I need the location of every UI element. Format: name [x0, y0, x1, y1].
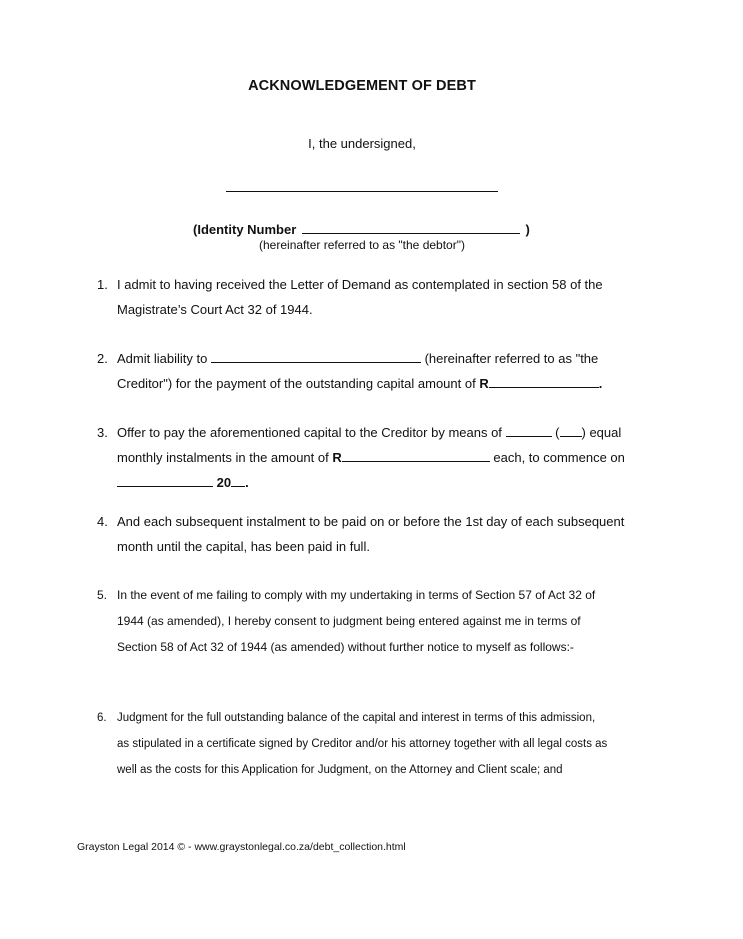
year-prefix: 20: [216, 475, 232, 490]
currency-symbol: R: [332, 450, 342, 465]
clause-number: 1.: [97, 277, 108, 292]
undersigned-text: I, the undersigned,: [308, 136, 416, 151]
clause-text: .: [245, 475, 249, 490]
clause-line: [117, 420, 649, 445]
clause-text: Offer to pay the aforementioned capital to the Creditor by means of: [117, 425, 502, 440]
instalment-count-blank[interactable]: [506, 424, 552, 437]
clause-text: Admit liability to: [117, 351, 208, 366]
clause-2: [97, 346, 649, 396]
clause-line: I admit to having received the Letter of Demand as contemplated in section 58 of the: [117, 277, 603, 292]
clause-text: each, to commence on: [493, 450, 625, 465]
clause-number: 6.: [97, 712, 107, 724]
clause-text: (hereinafter referred to as "the: [424, 351, 599, 366]
clause-line: And each subsequent instalment to be paid on or before the 1st day of each subsequent: [117, 514, 625, 529]
document-title: ACKNOWLEDGEMENT OF DEBT: [248, 78, 476, 94]
clause-line: [117, 371, 649, 396]
identity-number-row: [193, 220, 530, 237]
clause-number: 4.: [97, 514, 108, 529]
clause-line: In the event of me failing to comply with my undertaking in terms of Section 57 of Act 32 of: [117, 588, 596, 602]
clause-line: Magistrate’s Court Act 32 of 1944.: [117, 302, 313, 317]
clause-text: ) equal: [581, 425, 622, 440]
currency-symbol: R: [479, 376, 489, 391]
clause-line: [117, 346, 649, 371]
clause-number: 2.: [97, 351, 108, 366]
instalment-count-words-blank[interactable]: [560, 424, 582, 437]
clause-text: Creditor") for the payment of the outstanding capital amount of: [117, 376, 476, 391]
footer-credit: Grayston Legal 2014 © - www.graystonlegal.co.za/debt_collection.html: [77, 841, 406, 853]
debtor-note: (hereinafter referred to as "the debtor"): [259, 238, 465, 252]
clause-text: (: [555, 425, 560, 440]
name-blank-line[interactable]: [226, 190, 498, 192]
instalment-amount-blank[interactable]: [342, 449, 490, 462]
creditor-name-blank[interactable]: [211, 350, 421, 363]
clause-6: [97, 705, 649, 783]
clause-number: 5.: [97, 588, 108, 602]
clause-line: 1944 (as amended), I hereby consent to judgment being entered against me in terms of: [117, 614, 581, 628]
clause-line: Section 58 of Act 32 of 1944 (as amended) without further notice to myself as follows:-: [117, 640, 574, 654]
clause-line: [117, 445, 649, 470]
year-suffix-blank[interactable]: [231, 474, 245, 487]
clause-3: [97, 420, 649, 495]
identity-close-paren: ): [525, 222, 530, 237]
clause-number: 3.: [97, 425, 108, 440]
identity-number-blank[interactable]: [302, 220, 520, 234]
clause-line: month until the capital, has been paid in full.: [117, 539, 370, 554]
identity-label: (Identity Number: [193, 222, 297, 237]
clause-1: [97, 272, 649, 322]
clause-line: well as the costs for this Application for Judgment, on the Attorney and Client scale; and: [117, 764, 563, 776]
capital-amount-blank[interactable]: [489, 375, 599, 388]
clause-line: as stipulated in a certificate signed by Creditor and/or his attorney together with all legal costs as: [117, 738, 608, 750]
clause-line: [117, 470, 649, 495]
clause-line: Judgment for the full outstanding balance of the capital and interest in terms of this admission,: [117, 712, 596, 724]
clause-text: .: [598, 376, 603, 391]
clause-4: [97, 509, 649, 559]
commence-date-blank[interactable]: [117, 474, 213, 487]
clause-text: monthly instalments in the amount of: [117, 450, 329, 465]
clause-5: [97, 582, 649, 660]
